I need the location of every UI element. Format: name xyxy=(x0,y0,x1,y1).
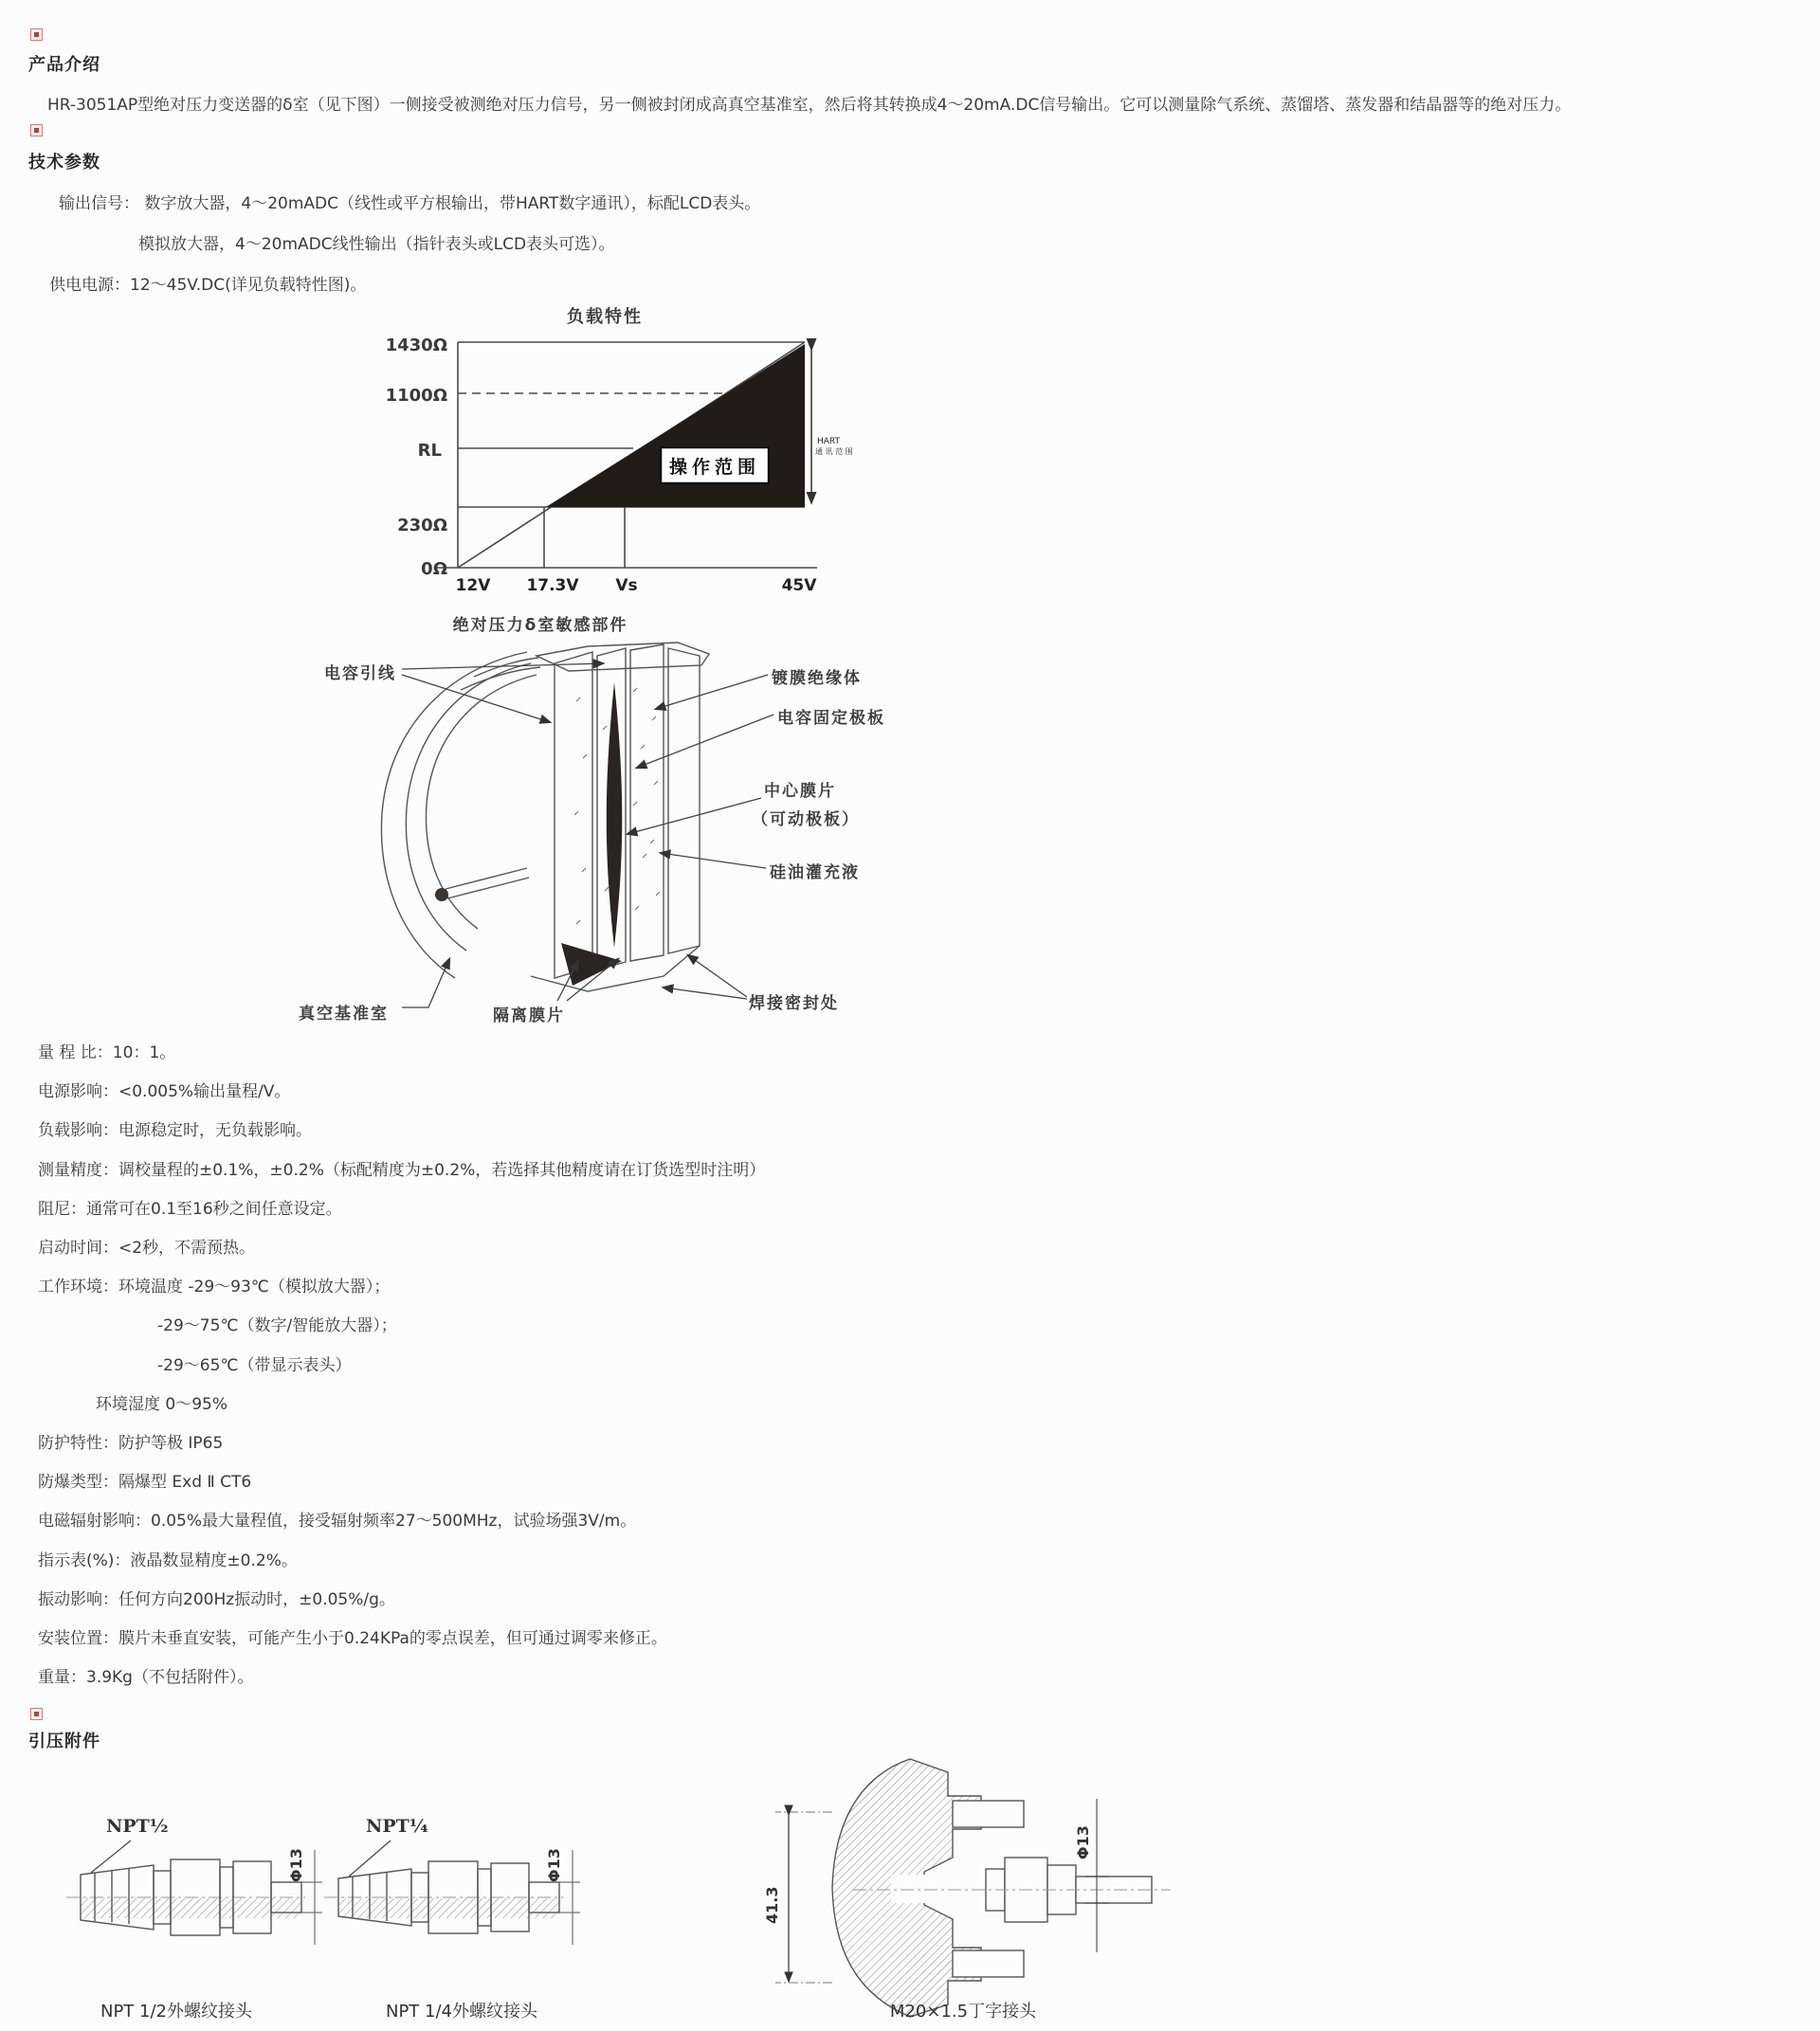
spec-line: 安装位置：膜片未垂直安装，可能产生小于0.24KPa的零点误差，但可通过调零来修正。 xyxy=(38,1628,667,1648)
fitting1-caption: NPT 1/2外螺纹接头 xyxy=(100,2002,252,2022)
fitting1-dia-dim: Φ13 xyxy=(287,1848,305,1882)
spec-line: 电磁辐射影响：0.05%最大量程值，接受辐射频率27～500MHz，试验场强3V/m。 xyxy=(38,1512,637,1532)
label-isolation-diaphragm: 隔离膜片 xyxy=(493,1006,565,1025)
spec-line: 测量精度：调校量程的±0.1%，±0.2%（标配精度为±0.2%，若选择其他精度请在订货选型时注明） xyxy=(38,1160,766,1180)
label-silicone-oil: 硅油灌充液 xyxy=(770,863,860,882)
intro-paragraph: HR-3051AP型绝对压力变送器的δ室（见下图）一侧接受被测绝对压力信号，另一侧被封闭成高真空基准室，然后将其转换成4～20mA.DC信号输出。它可以测量除气系统、蒸馏塔、蒸发器和结晶器等的绝对压力。 xyxy=(47,96,1572,115)
broken-image-icon xyxy=(30,28,43,41)
tech-heading: 技术参数 xyxy=(28,153,100,172)
svg-text:45V: 45V xyxy=(781,576,817,595)
spec-line: 负载影响：电源稳定时，无负载影响。 xyxy=(38,1121,312,1141)
spec-list xyxy=(31,1031,765,1695)
hart-label-line1: HART xyxy=(817,437,841,446)
fitting1-thread-label: NPT½ xyxy=(106,1816,169,1837)
sensor-diagram-caption: 绝对压力δ室敏感部件 xyxy=(452,616,628,635)
fitting2-dia-dim: Φ13 xyxy=(545,1848,563,1882)
fitting-npt-quarter xyxy=(324,1841,580,1945)
spec-line: -29～65℃（带显示表头） xyxy=(157,1355,352,1375)
fittings-heading: 引压附件 xyxy=(28,1732,100,1751)
hart-label-line2: 通 讯 范 围 xyxy=(815,447,853,456)
spec-line: 启动时间：<2秒，不需预热。 xyxy=(38,1239,256,1259)
label-center-diaphragm: 中心膜片 xyxy=(764,782,836,801)
fitting3-caption: M20×1.5丁字接头 xyxy=(889,2002,1037,2022)
spec-line: 工作环境：环境温度 -29～93℃（模拟放大器）； xyxy=(38,1278,391,1297)
spec-line: 环境湿度 0～95% xyxy=(96,1394,228,1414)
spec-line: 防爆类型：隔爆型 Exd Ⅱ CT6 xyxy=(38,1473,252,1493)
operating-region-label: 操作范围 xyxy=(668,457,761,478)
label-coated-insulator: 镀膜绝缘体 xyxy=(772,669,862,688)
spec-line: 电源影响：<0.005%输出量程/V。 xyxy=(38,1082,291,1102)
broken-image-icon xyxy=(30,1708,43,1720)
x-axis-labels xyxy=(456,576,818,595)
svg-text:12V: 12V xyxy=(455,576,491,595)
broken-image-icon xyxy=(30,124,43,136)
load-characteristics-chart xyxy=(360,296,853,608)
spec-line: 指示表(%)：液晶数显精度±0.2%。 xyxy=(38,1550,298,1570)
spec-line: -29～75℃（数字/智能放大器）； xyxy=(157,1316,397,1336)
sensor-shell xyxy=(381,643,709,991)
fitting2-thread-label: NPT¼ xyxy=(366,1816,428,1837)
label-capacitor-lead: 电容引线 xyxy=(324,664,396,683)
spec-line: 量 程 比：10：1。 xyxy=(38,1043,176,1063)
label-weld-seal: 焊接密封处 xyxy=(749,994,839,1013)
fittings-drawings xyxy=(57,1753,1213,2030)
label-vacuum-chamber: 真空基准室 xyxy=(299,1005,389,1024)
spec-line: 阻尼：通常可在0.1至16秒之间任意设定。 xyxy=(38,1199,342,1219)
svg-text:230Ω: 230Ω xyxy=(397,516,447,535)
label-fixed-plate: 电容固定极板 xyxy=(777,709,885,728)
output-signal-line1: 输出信号： 数字放大器，4～20mADC（线性或平方根输出，带HART数字通讯），标配LCD表头。 xyxy=(59,194,761,213)
sensor-cutaway-drawing xyxy=(284,633,910,1033)
chart-title: 负载特性 xyxy=(567,307,643,327)
svg-text:Vs: Vs xyxy=(615,576,638,595)
spec-line: 重量：3.9Kg（不包括附件）。 xyxy=(38,1668,254,1688)
fitting3-dia-dim: Φ13 xyxy=(1074,1825,1092,1859)
output-signal-line2: 模拟放大器，4～20mADC线性输出（指针表头或LCD表头可选）。 xyxy=(138,235,615,254)
fitting-m20-tee xyxy=(763,1759,1171,2017)
fitting-npt-half xyxy=(66,1841,322,1945)
sensor-dark-parts xyxy=(435,682,622,986)
svg-text:1100Ω: 1100Ω xyxy=(385,386,447,406)
spec-line: 振动影响：任何方向200Hz振动时，±0.05%/g。 xyxy=(38,1589,395,1609)
spec-line: 防护特性：防护等极 IP65 xyxy=(38,1433,224,1453)
y-axis-labels xyxy=(386,335,447,579)
svg-text:0Ω: 0Ω xyxy=(421,559,447,579)
svg-text:RL: RL xyxy=(417,441,442,461)
intro-heading: 产品介绍 xyxy=(28,55,100,75)
power-supply-line: 供电电源：12～45V.DC(详见负载特性图)。 xyxy=(49,276,367,295)
label-movable-plate: （可动极板） xyxy=(752,810,860,829)
svg-text:17.3V: 17.3V xyxy=(526,576,579,595)
svg-text:1430Ω: 1430Ω xyxy=(385,335,447,355)
fitting3-height-dim: 41.3 xyxy=(763,1886,781,1924)
fitting2-caption: NPT 1/4外螺纹接头 xyxy=(385,2002,537,2022)
